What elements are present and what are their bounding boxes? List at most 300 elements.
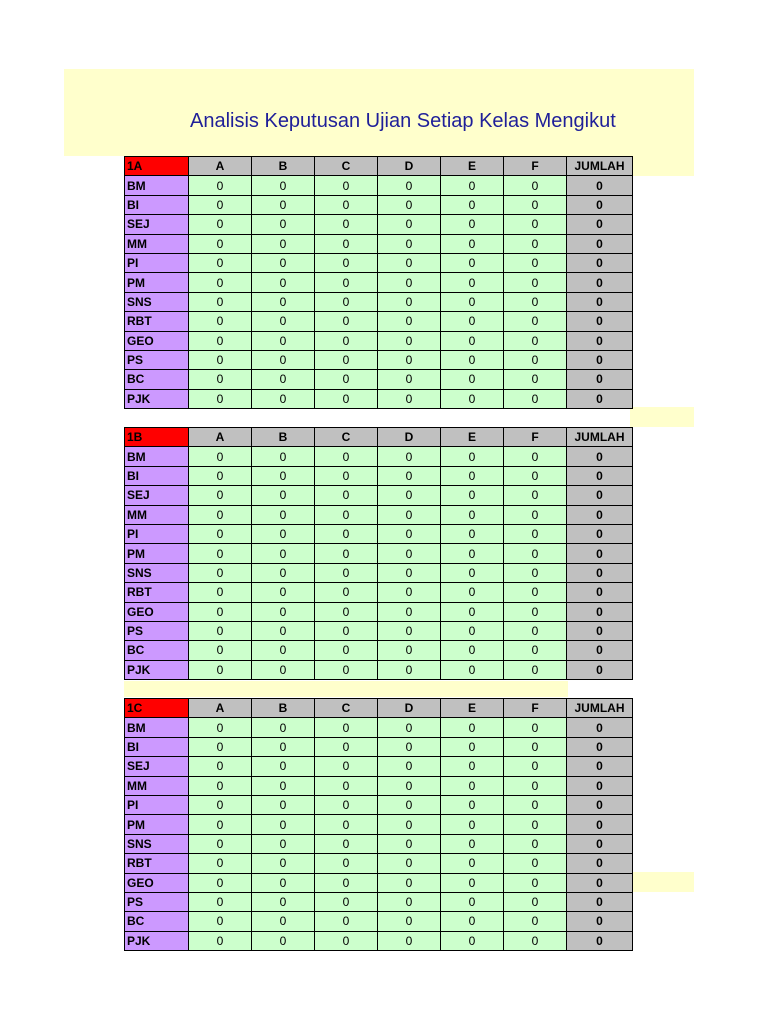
subject-label: PM xyxy=(125,815,189,834)
grade-count-cell: 0 xyxy=(189,370,252,389)
grade-count-cell: 0 xyxy=(378,253,441,272)
grade-count-cell: 0 xyxy=(315,873,378,892)
grade-count-cell: 0 xyxy=(378,815,441,834)
grade-count-cell: 0 xyxy=(189,292,252,311)
table-row xyxy=(125,892,633,911)
grade-count-cell: 0 xyxy=(252,621,315,640)
total-cell: 0 xyxy=(567,505,633,524)
table-row xyxy=(125,718,633,737)
grade-count-cell: 0 xyxy=(252,873,315,892)
class-table-1a xyxy=(124,156,633,409)
grade-count-cell: 0 xyxy=(315,234,378,253)
table-row xyxy=(125,737,633,756)
subject-label: PS xyxy=(125,892,189,911)
grade-count-cell: 0 xyxy=(441,931,504,950)
grade-count-cell: 0 xyxy=(189,331,252,350)
table-row xyxy=(125,486,633,505)
total-cell: 0 xyxy=(567,447,633,466)
grade-count-cell: 0 xyxy=(378,176,441,195)
table-row xyxy=(125,505,633,524)
total-cell: 0 xyxy=(567,583,633,602)
grade-count-cell: 0 xyxy=(504,660,567,679)
grade-count-cell: 0 xyxy=(315,583,378,602)
grade-header-f: F xyxy=(504,157,567,176)
grade-count-cell: 0 xyxy=(315,524,378,543)
grade-count-cell: 0 xyxy=(378,563,441,582)
total-cell: 0 xyxy=(567,718,633,737)
total-cell: 0 xyxy=(567,176,633,195)
total-cell: 0 xyxy=(567,331,633,350)
grade-count-cell: 0 xyxy=(378,718,441,737)
total-cell: 0 xyxy=(567,602,633,621)
grade-count-cell: 0 xyxy=(378,931,441,950)
grade-count-cell: 0 xyxy=(315,912,378,931)
grade-count-cell: 0 xyxy=(504,292,567,311)
table-row xyxy=(125,331,633,350)
grade-count-cell: 0 xyxy=(252,660,315,679)
total-cell: 0 xyxy=(567,350,633,369)
grade-count-cell: 0 xyxy=(315,292,378,311)
grade-header-c: C xyxy=(315,157,378,176)
grade-count-cell: 0 xyxy=(315,215,378,234)
total-cell: 0 xyxy=(567,815,633,834)
grade-count-cell: 0 xyxy=(504,370,567,389)
grade-count-cell: 0 xyxy=(504,273,567,292)
grade-count-cell: 0 xyxy=(189,544,252,563)
grade-count-cell: 0 xyxy=(189,757,252,776)
grade-count-cell: 0 xyxy=(504,312,567,331)
grade-count-cell: 0 xyxy=(504,215,567,234)
grade-count-cell: 0 xyxy=(504,389,567,408)
grade-count-cell: 0 xyxy=(378,544,441,563)
grade-count-cell: 0 xyxy=(189,660,252,679)
grade-count-cell: 0 xyxy=(441,718,504,737)
grade-count-cell: 0 xyxy=(252,331,315,350)
grade-count-cell: 0 xyxy=(441,892,504,911)
grade-count-cell: 0 xyxy=(441,253,504,272)
grade-count-cell: 0 xyxy=(315,486,378,505)
separator-band-2 xyxy=(124,681,568,697)
grade-count-cell: 0 xyxy=(315,544,378,563)
total-cell: 0 xyxy=(567,892,633,911)
grade-count-cell: 0 xyxy=(504,602,567,621)
table-header-row xyxy=(125,157,633,176)
total-cell: 0 xyxy=(567,389,633,408)
table-row xyxy=(125,466,633,485)
table-row xyxy=(125,215,633,234)
grade-count-cell: 0 xyxy=(441,350,504,369)
grade-count-cell: 0 xyxy=(441,776,504,795)
table-header-row xyxy=(125,428,633,447)
grade-count-cell: 0 xyxy=(378,486,441,505)
grade-count-cell: 0 xyxy=(504,583,567,602)
grade-count-cell: 0 xyxy=(504,641,567,660)
grade-count-cell: 0 xyxy=(252,912,315,931)
grade-count-cell: 0 xyxy=(378,776,441,795)
grade-count-cell: 0 xyxy=(378,292,441,311)
table-row xyxy=(125,815,633,834)
grade-count-cell: 0 xyxy=(189,563,252,582)
table-row xyxy=(125,563,633,582)
total-cell: 0 xyxy=(567,234,633,253)
total-cell: 0 xyxy=(567,273,633,292)
grade-count-cell: 0 xyxy=(441,486,504,505)
grade-count-cell: 0 xyxy=(252,718,315,737)
grade-count-cell: 0 xyxy=(252,795,315,814)
grade-count-cell: 0 xyxy=(441,815,504,834)
grade-count-cell: 0 xyxy=(189,854,252,873)
grade-count-cell: 0 xyxy=(315,331,378,350)
table-row xyxy=(125,583,633,602)
table-row xyxy=(125,544,633,563)
grade-count-cell: 0 xyxy=(378,370,441,389)
total-cell: 0 xyxy=(567,757,633,776)
table-row xyxy=(125,641,633,660)
total-cell: 0 xyxy=(567,544,633,563)
grade-count-cell: 0 xyxy=(252,234,315,253)
table-row xyxy=(125,273,633,292)
table-row xyxy=(125,873,633,892)
grade-header-b: B xyxy=(252,699,315,718)
grade-count-cell: 0 xyxy=(252,447,315,466)
table-row xyxy=(125,370,633,389)
grade-count-cell: 0 xyxy=(189,253,252,272)
grade-count-cell: 0 xyxy=(441,331,504,350)
table-row xyxy=(125,350,633,369)
total-cell: 0 xyxy=(567,834,633,853)
grade-count-cell: 0 xyxy=(378,660,441,679)
total-cell: 0 xyxy=(567,370,633,389)
grade-count-cell: 0 xyxy=(441,312,504,331)
grade-header-a: A xyxy=(189,699,252,718)
table-row xyxy=(125,660,633,679)
grade-count-cell: 0 xyxy=(378,873,441,892)
grade-count-cell: 0 xyxy=(315,563,378,582)
grade-count-cell: 0 xyxy=(252,892,315,911)
grade-count-cell: 0 xyxy=(189,834,252,853)
subject-label: MM xyxy=(125,234,189,253)
grade-count-cell: 0 xyxy=(315,795,378,814)
grade-count-cell: 0 xyxy=(315,176,378,195)
grade-count-cell: 0 xyxy=(504,253,567,272)
grade-count-cell: 0 xyxy=(189,312,252,331)
grade-count-cell: 0 xyxy=(378,524,441,543)
grade-count-cell: 0 xyxy=(189,621,252,640)
grade-count-cell: 0 xyxy=(504,815,567,834)
grade-count-cell: 0 xyxy=(378,834,441,853)
total-header: JUMLAH xyxy=(567,699,633,718)
grade-count-cell: 0 xyxy=(252,776,315,795)
grade-count-cell: 0 xyxy=(441,292,504,311)
grade-count-cell: 0 xyxy=(504,524,567,543)
grade-count-cell: 0 xyxy=(315,312,378,331)
class-label: 1A xyxy=(125,157,189,176)
grade-count-cell: 0 xyxy=(504,466,567,485)
grade-count-cell: 0 xyxy=(378,641,441,660)
grade-count-cell: 0 xyxy=(315,389,378,408)
grade-count-cell: 0 xyxy=(504,505,567,524)
grade-count-cell: 0 xyxy=(252,834,315,853)
table-row xyxy=(125,292,633,311)
subject-label: PI xyxy=(125,795,189,814)
grade-count-cell: 0 xyxy=(315,834,378,853)
grade-header-f: F xyxy=(504,699,567,718)
grade-count-cell: 0 xyxy=(189,641,252,660)
subject-label: BC xyxy=(125,641,189,660)
grade-header-e: E xyxy=(441,699,504,718)
grade-count-cell: 0 xyxy=(189,873,252,892)
grade-count-cell: 0 xyxy=(441,273,504,292)
grade-count-cell: 0 xyxy=(189,737,252,756)
grade-count-cell: 0 xyxy=(441,176,504,195)
grade-count-cell: 0 xyxy=(252,350,315,369)
grade-count-cell: 0 xyxy=(189,776,252,795)
subject-label: GEO xyxy=(125,331,189,350)
total-cell: 0 xyxy=(567,912,633,931)
grade-count-cell: 0 xyxy=(504,621,567,640)
grade-count-cell: 0 xyxy=(315,621,378,640)
grade-count-cell: 0 xyxy=(441,447,504,466)
grade-count-cell: 0 xyxy=(441,854,504,873)
class-label: 1C xyxy=(125,699,189,718)
grade-count-cell: 0 xyxy=(504,757,567,776)
grade-count-cell: 0 xyxy=(504,544,567,563)
total-cell: 0 xyxy=(567,195,633,214)
subject-label: SEJ xyxy=(125,215,189,234)
subject-label: SEJ xyxy=(125,486,189,505)
grade-count-cell: 0 xyxy=(378,234,441,253)
grade-count-cell: 0 xyxy=(504,447,567,466)
subject-label: BM xyxy=(125,718,189,737)
grade-count-cell: 0 xyxy=(315,892,378,911)
total-header: JUMLAH xyxy=(567,157,633,176)
subject-label: BI xyxy=(125,466,189,485)
grade-count-cell: 0 xyxy=(252,486,315,505)
table-row xyxy=(125,834,633,853)
subject-label: BC xyxy=(125,912,189,931)
grade-count-cell: 0 xyxy=(315,757,378,776)
grade-count-cell: 0 xyxy=(441,505,504,524)
total-cell: 0 xyxy=(567,931,633,950)
grade-count-cell: 0 xyxy=(441,660,504,679)
total-cell: 0 xyxy=(567,795,633,814)
grade-count-cell: 0 xyxy=(252,563,315,582)
subject-label: RBT xyxy=(125,312,189,331)
subject-label: GEO xyxy=(125,873,189,892)
grade-header-d: D xyxy=(378,699,441,718)
grade-count-cell: 0 xyxy=(504,931,567,950)
grade-count-cell: 0 xyxy=(252,176,315,195)
grade-count-cell: 0 xyxy=(504,486,567,505)
grade-count-cell: 0 xyxy=(189,602,252,621)
table-row xyxy=(125,757,633,776)
table-row xyxy=(125,234,633,253)
subject-label: PJK xyxy=(125,660,189,679)
grade-count-cell: 0 xyxy=(252,641,315,660)
grade-count-cell: 0 xyxy=(504,718,567,737)
grade-count-cell: 0 xyxy=(252,466,315,485)
total-cell: 0 xyxy=(567,563,633,582)
grade-count-cell: 0 xyxy=(315,466,378,485)
total-cell: 0 xyxy=(567,524,633,543)
grade-count-cell: 0 xyxy=(378,447,441,466)
grade-count-cell: 0 xyxy=(441,737,504,756)
grade-count-cell: 0 xyxy=(378,466,441,485)
grade-count-cell: 0 xyxy=(441,524,504,543)
grade-count-cell: 0 xyxy=(315,505,378,524)
grade-count-cell: 0 xyxy=(189,912,252,931)
grade-count-cell: 0 xyxy=(315,370,378,389)
grade-count-cell: 0 xyxy=(252,757,315,776)
table-row xyxy=(125,854,633,873)
grade-count-cell: 0 xyxy=(441,215,504,234)
subject-label: PS xyxy=(125,350,189,369)
class-table-1c xyxy=(124,698,633,951)
grade-count-cell: 0 xyxy=(441,873,504,892)
grade-count-cell: 0 xyxy=(378,737,441,756)
table-row xyxy=(125,312,633,331)
grade-count-cell: 0 xyxy=(441,602,504,621)
grade-count-cell: 0 xyxy=(441,544,504,563)
grade-header-c: C xyxy=(315,699,378,718)
grade-count-cell: 0 xyxy=(504,176,567,195)
grade-count-cell: 0 xyxy=(378,312,441,331)
grade-count-cell: 0 xyxy=(315,253,378,272)
grade-count-cell: 0 xyxy=(378,912,441,931)
total-cell: 0 xyxy=(567,621,633,640)
grade-header-e: E xyxy=(441,157,504,176)
grade-count-cell: 0 xyxy=(378,854,441,873)
grade-count-cell: 0 xyxy=(189,273,252,292)
title-band-extension xyxy=(630,156,694,176)
subject-label: PM xyxy=(125,273,189,292)
grade-count-cell: 0 xyxy=(189,931,252,950)
grade-count-cell: 0 xyxy=(378,757,441,776)
subject-label: SNS xyxy=(125,834,189,853)
grade-header-b: B xyxy=(252,157,315,176)
grade-count-cell: 0 xyxy=(189,447,252,466)
grade-count-cell: 0 xyxy=(252,273,315,292)
grade-count-cell: 0 xyxy=(189,795,252,814)
total-cell: 0 xyxy=(567,854,633,873)
subject-label: PJK xyxy=(125,389,189,408)
total-cell: 0 xyxy=(567,486,633,505)
subject-label: BI xyxy=(125,737,189,756)
grade-count-cell: 0 xyxy=(441,195,504,214)
grade-count-cell: 0 xyxy=(189,389,252,408)
grade-count-cell: 0 xyxy=(189,892,252,911)
table-row xyxy=(125,524,633,543)
grade-count-cell: 0 xyxy=(252,524,315,543)
grade-count-cell: 0 xyxy=(315,776,378,795)
grade-count-cell: 0 xyxy=(504,854,567,873)
grade-count-cell: 0 xyxy=(189,524,252,543)
grade-count-cell: 0 xyxy=(441,583,504,602)
grade-count-cell: 0 xyxy=(315,815,378,834)
grade-count-cell: 0 xyxy=(315,602,378,621)
grade-count-cell: 0 xyxy=(252,737,315,756)
grade-header-c: C xyxy=(315,428,378,447)
grade-count-cell: 0 xyxy=(378,621,441,640)
grade-count-cell: 0 xyxy=(378,331,441,350)
grade-count-cell: 0 xyxy=(504,912,567,931)
grade-count-cell: 0 xyxy=(315,641,378,660)
grade-count-cell: 0 xyxy=(504,873,567,892)
total-cell: 0 xyxy=(567,641,633,660)
page-title: Analisis Keputusan Ujian Setiap Kelas Mengikut xyxy=(190,110,616,132)
total-cell: 0 xyxy=(567,466,633,485)
grade-header-f: F xyxy=(504,428,567,447)
subject-label: PI xyxy=(125,524,189,543)
grade-count-cell: 0 xyxy=(504,834,567,853)
grade-count-cell: 0 xyxy=(504,795,567,814)
table-row xyxy=(125,776,633,795)
table-row xyxy=(125,389,633,408)
grade-count-cell: 0 xyxy=(441,370,504,389)
grade-count-cell: 0 xyxy=(252,370,315,389)
grade-count-cell: 0 xyxy=(441,757,504,776)
grade-count-cell: 0 xyxy=(189,583,252,602)
grade-count-cell: 0 xyxy=(315,195,378,214)
grade-count-cell: 0 xyxy=(252,583,315,602)
subject-label: PM xyxy=(125,544,189,563)
grade-header-b: B xyxy=(252,428,315,447)
grade-count-cell: 0 xyxy=(252,292,315,311)
table-row xyxy=(125,253,633,272)
grade-header-a: A xyxy=(189,157,252,176)
total-header: JUMLAH xyxy=(567,428,633,447)
grade-count-cell: 0 xyxy=(504,234,567,253)
grade-count-cell: 0 xyxy=(441,834,504,853)
table-header-row xyxy=(125,699,633,718)
grade-count-cell: 0 xyxy=(378,583,441,602)
grade-count-cell: 0 xyxy=(189,176,252,195)
table-row xyxy=(125,621,633,640)
total-cell: 0 xyxy=(567,253,633,272)
grade-count-cell: 0 xyxy=(504,331,567,350)
grade-count-cell: 0 xyxy=(315,273,378,292)
grade-count-cell: 0 xyxy=(378,892,441,911)
grade-count-cell: 0 xyxy=(315,350,378,369)
grade-count-cell: 0 xyxy=(252,195,315,214)
subject-label: BC xyxy=(125,370,189,389)
grade-count-cell: 0 xyxy=(252,389,315,408)
total-cell: 0 xyxy=(567,660,633,679)
total-cell: 0 xyxy=(567,776,633,795)
grade-count-cell: 0 xyxy=(378,389,441,408)
table-row xyxy=(125,602,633,621)
class-table-1b xyxy=(124,427,633,680)
total-cell: 0 xyxy=(567,292,633,311)
grade-count-cell: 0 xyxy=(441,912,504,931)
table-row xyxy=(125,795,633,814)
side-band-3 xyxy=(630,872,694,892)
subject-label: MM xyxy=(125,505,189,524)
subject-label: BI xyxy=(125,195,189,214)
subject-label: SEJ xyxy=(125,757,189,776)
grade-count-cell: 0 xyxy=(504,195,567,214)
grade-count-cell: 0 xyxy=(189,466,252,485)
separator-band-1 xyxy=(630,407,694,427)
grade-count-cell: 0 xyxy=(315,854,378,873)
grade-count-cell: 0 xyxy=(315,447,378,466)
grade-count-cell: 0 xyxy=(504,737,567,756)
class-label: 1B xyxy=(125,428,189,447)
table-row xyxy=(125,912,633,931)
total-cell: 0 xyxy=(567,873,633,892)
grade-count-cell: 0 xyxy=(378,602,441,621)
grade-count-cell: 0 xyxy=(378,195,441,214)
